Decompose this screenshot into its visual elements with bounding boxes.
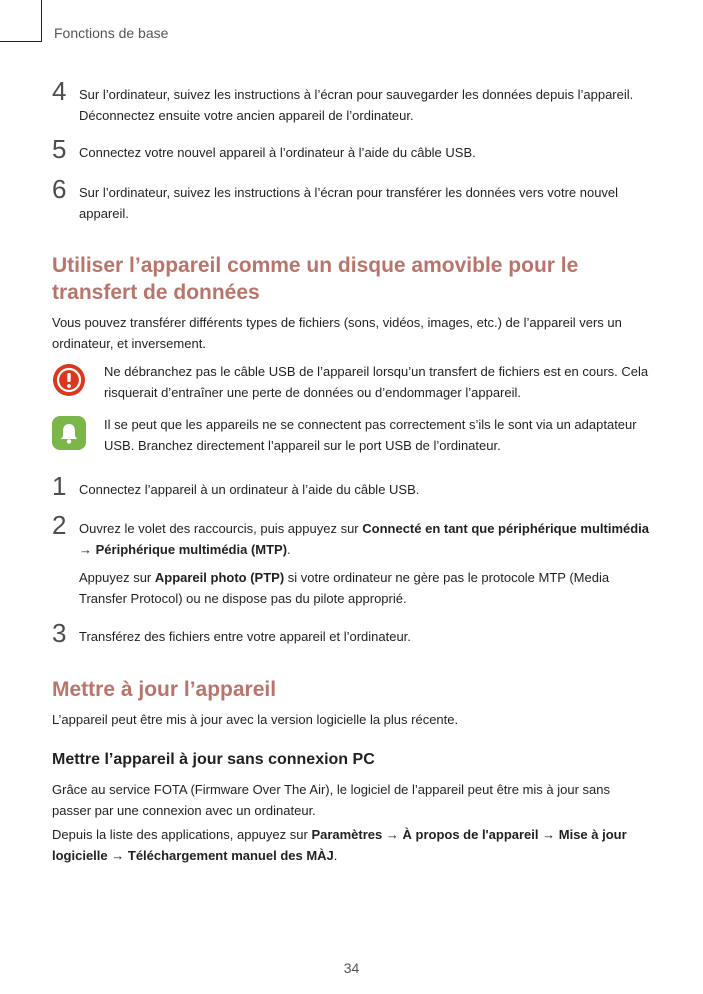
menu-option-software-update: Mise à jour logicielle: [52, 827, 627, 863]
fota-text: Grâce au service FOTA (Firmware Over The Air), le logiciel de l’appareil peut être mis à jour sans passer par une connexion avec un ordinateur.: [52, 782, 611, 818]
step-number: 5: [52, 134, 67, 164]
step-2-subtext: [79, 567, 651, 609]
step-number: 3: [52, 618, 67, 648]
step-5: [52, 134, 651, 164]
step-text: Connectez votre nouvel appareil à l’ordinateur à l’aide du câble USB.: [79, 145, 476, 160]
section-title-usb: Utiliser l’appareil comme un disque amovible pour le transfert de données: [52, 254, 579, 304]
arrow: →: [382, 827, 403, 842]
step-text-part: si votre ordinateur ne gère pas le protocole MTP (Media Transfer Protocol) ou ne dispose pas du pilote approprié.: [79, 570, 610, 606]
step-text: Sur l’ordinateur, suivez les instructions à l’écran pour transférer les données vers votre nouvel appareil.: [79, 185, 619, 221]
step-text-part: .: [287, 542, 291, 557]
menu-option-manual-download: Téléchargement manuel des MÀJ: [127, 848, 334, 863]
arrow: →: [79, 542, 96, 557]
tip-note: [52, 414, 651, 456]
usb-intro: Vous pouvez transférer différents types de fichiers (sons, vidéos, images, etc.) de l’appareil vers un ordinateur, et inversement.: [52, 315, 622, 351]
step-1: [52, 471, 651, 501]
menu-option-media-device: Connecté en tant que périphérique multimédia: [362, 521, 650, 536]
bell-icon: [52, 416, 86, 450]
step-number: 6: [52, 174, 67, 204]
menu-option-ptp: Appareil photo (PTP): [154, 570, 285, 585]
arrow: →: [538, 827, 559, 842]
page-header: Fonctions de base: [54, 25, 169, 41]
step-4: [52, 76, 651, 126]
step-number: 2: [52, 510, 67, 540]
arrow: →: [107, 848, 128, 863]
section-title-update: Mettre à jour l’appareil: [52, 678, 277, 701]
update-path: [52, 824, 651, 866]
warning-note: [52, 361, 651, 403]
step-text: Connectez l’appareil à un ordinateur à l’aide du câble USB.: [79, 482, 420, 497]
crop-mark-horizontal: [0, 41, 42, 42]
path-text: .: [333, 848, 338, 863]
step-text: [79, 518, 651, 560]
step-text: Sur l’ordinateur, suivez les instructions à l’écran pour sauvegarder les données depuis l’appareil. Déconnectez ensuite votre ancien appareil de l’ordinateur.: [79, 87, 634, 123]
tip-text: Il se peut que les appareils ne se connectent pas correctement s’ils le sont via un adaptateur USB. Branchez directement l’appareil sur le port USB de l’ordinateur.: [104, 417, 637, 453]
step-text: Transférez des fichiers entre votre appareil et l’ordinateur.: [79, 629, 411, 644]
subsection-title-no-pc: Mettre l’appareil à jour sans connexion PC: [52, 751, 375, 768]
menu-option-about: À propos de l'appareil: [402, 827, 539, 842]
page-number: 34: [343, 960, 360, 976]
step-2: [52, 510, 651, 609]
step-text-part: Appuyez sur: [79, 570, 155, 585]
step-text-part: Ouvrez le volet des raccourcis, puis appuyez sur: [79, 521, 363, 536]
warning-text: Ne débranchez pas le câble USB de l’appareil lorsqu’un transfert de fichiers est en cours. Cela risquerait d’entraîner une perte de données ou d’endommager l’appareil.: [104, 364, 649, 400]
warning-icon: [52, 363, 86, 397]
update-intro: L’appareil peut être mis à jour avec la version logicielle la plus récente.: [52, 712, 459, 727]
step-number: 1: [52, 471, 67, 501]
path-text: Depuis la liste des applications, appuyez sur: [52, 827, 312, 842]
menu-option-settings: Paramètres: [311, 827, 383, 842]
menu-option-mtp: Périphérique multimédia (MTP): [95, 542, 288, 557]
step-number: 4: [52, 76, 67, 106]
step-3: [52, 618, 651, 648]
step-6: [52, 174, 651, 224]
crop-mark-vertical: [41, 0, 42, 42]
